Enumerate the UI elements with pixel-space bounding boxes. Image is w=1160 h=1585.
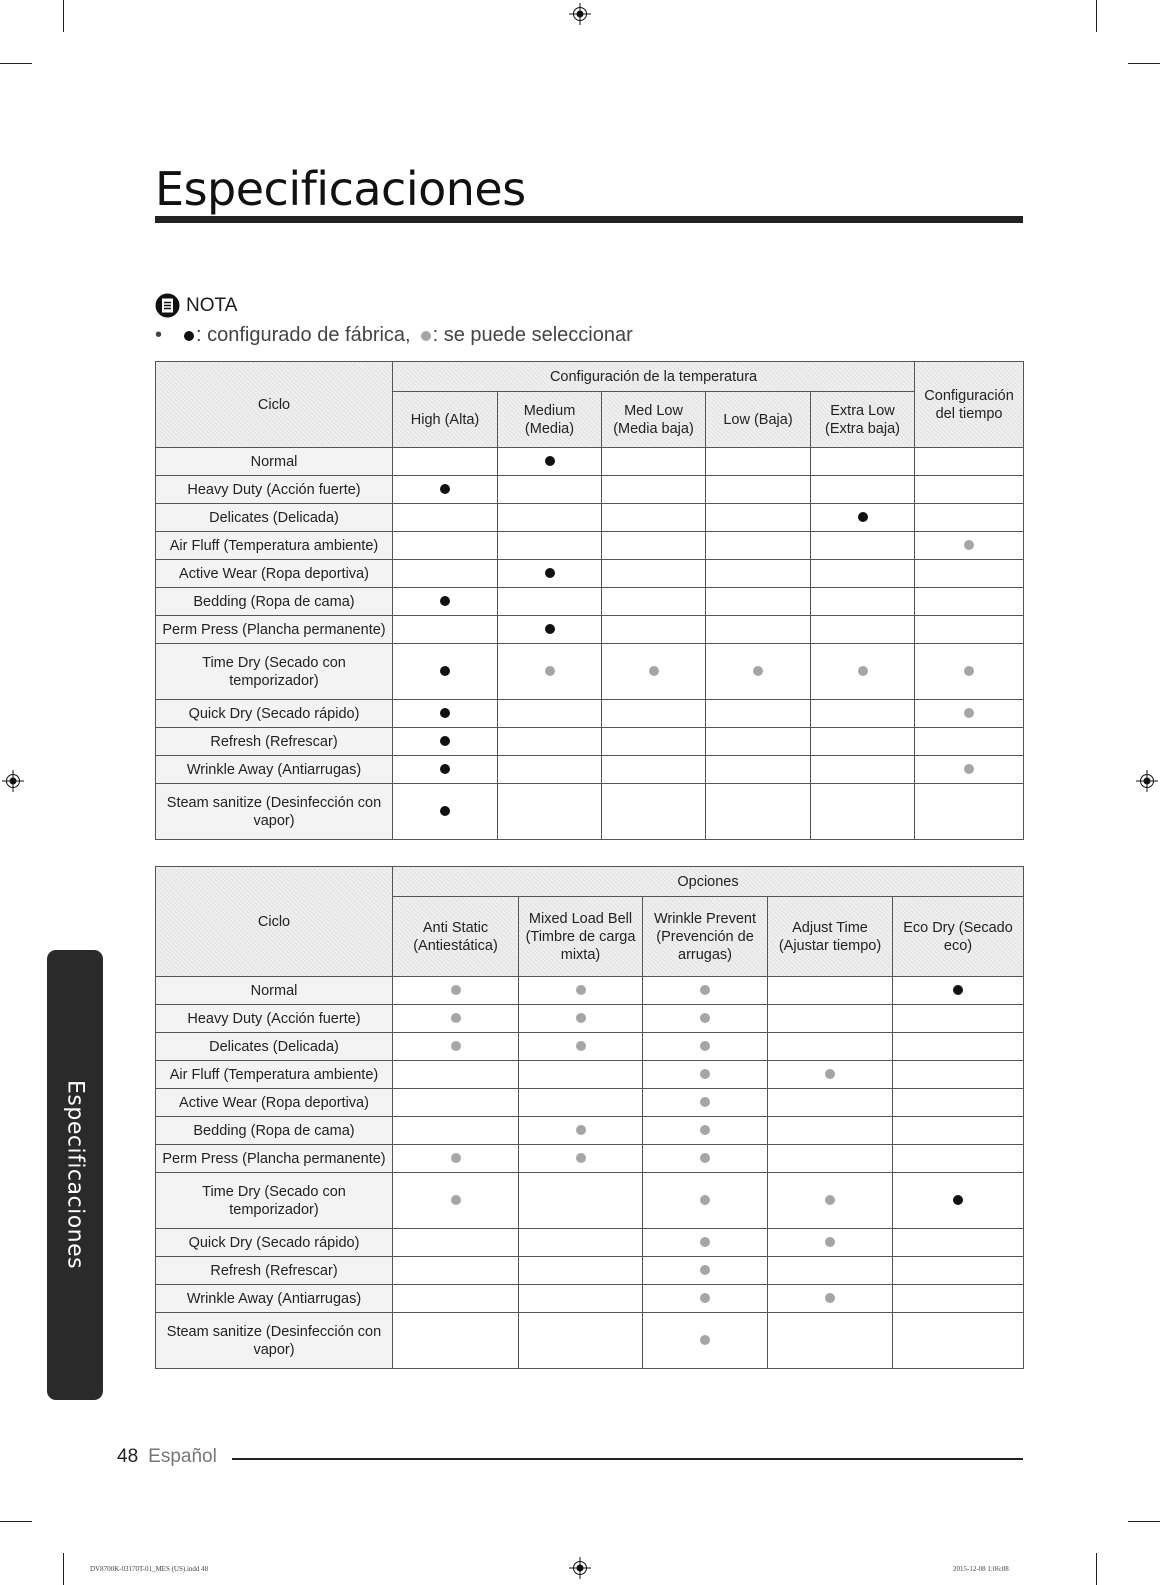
selectable-dot-icon bbox=[825, 1237, 835, 1247]
option-col-header: Mixed Load Bell (Timbre de carga mixta) bbox=[519, 897, 643, 977]
table-cell bbox=[393, 532, 498, 560]
table-cell bbox=[602, 532, 706, 560]
option-col-header: Eco Dry (Secado eco) bbox=[893, 897, 1024, 977]
table-cell bbox=[602, 756, 706, 784]
table-cell bbox=[519, 1089, 643, 1117]
cycle-name: Normal bbox=[156, 977, 393, 1005]
cycle-name: Bedding (Ropa de cama) bbox=[156, 1117, 393, 1145]
table-cell bbox=[498, 504, 602, 532]
table-cell bbox=[768, 1005, 893, 1033]
table-cell bbox=[643, 1061, 768, 1089]
table-cell bbox=[915, 560, 1024, 588]
table-cell bbox=[393, 1229, 519, 1257]
table-row bbox=[156, 728, 1024, 756]
table-cell bbox=[893, 1257, 1024, 1285]
temperature-group-header: Configuración de la temperatura bbox=[393, 362, 915, 392]
table-row bbox=[156, 1089, 1024, 1117]
cycle-name: Air Fluff (Temperatura ambiente) bbox=[156, 1061, 393, 1089]
table-row bbox=[156, 560, 1024, 588]
selectable-dot-icon bbox=[825, 1069, 835, 1079]
selectable-dot-icon bbox=[700, 1335, 710, 1345]
cycle-name: Normal bbox=[156, 448, 393, 476]
table-cell bbox=[643, 1089, 768, 1117]
cycle-name: Perm Press (Plancha permanente) bbox=[156, 616, 393, 644]
table-row bbox=[156, 644, 1024, 700]
cycle-name: Time Dry (Secado con temporizador) bbox=[156, 1173, 393, 1229]
selectable-dot-icon bbox=[700, 1041, 710, 1051]
selectable-dot-icon bbox=[700, 1069, 710, 1079]
table-cell bbox=[768, 1257, 893, 1285]
table-cell bbox=[811, 756, 915, 784]
table-cell bbox=[768, 1089, 893, 1117]
table-row bbox=[156, 1145, 1024, 1173]
table-cell bbox=[498, 448, 602, 476]
table-cell bbox=[706, 700, 811, 728]
table-cell bbox=[643, 1117, 768, 1145]
table-cell bbox=[768, 1173, 893, 1229]
selectable-dot-icon bbox=[576, 985, 586, 995]
selectable-dot-icon bbox=[576, 1153, 586, 1163]
table-cell bbox=[893, 1229, 1024, 1257]
table-row bbox=[156, 1173, 1024, 1229]
cycle-name: Heavy Duty (Acción fuerte) bbox=[156, 1005, 393, 1033]
factory-dot-icon bbox=[545, 568, 555, 578]
selectable-dot-icon bbox=[964, 540, 974, 550]
table-cell bbox=[915, 616, 1024, 644]
selectable-dot-icon bbox=[451, 1195, 461, 1205]
table-row bbox=[156, 1117, 1024, 1145]
options-table-body bbox=[156, 977, 1024, 1369]
selectable-dot-icon bbox=[858, 666, 868, 676]
table-cell bbox=[393, 1117, 519, 1145]
selectable-dot-icon bbox=[576, 1041, 586, 1051]
table-cell bbox=[915, 784, 1024, 840]
temperature-table bbox=[155, 361, 1024, 840]
temp-col-header: Extra Low (Extra baja) bbox=[811, 392, 915, 448]
registration-mark-icon bbox=[1136, 770, 1158, 792]
table-cell bbox=[768, 1033, 893, 1061]
table-cell bbox=[768, 1229, 893, 1257]
table-cell bbox=[643, 1145, 768, 1173]
table-cell bbox=[393, 977, 519, 1005]
factory-dot-icon bbox=[953, 985, 963, 995]
table-cell bbox=[893, 1061, 1024, 1089]
selectable-dot-icon bbox=[700, 985, 710, 995]
table-cell bbox=[768, 1061, 893, 1089]
selectable-dot-icon bbox=[576, 1125, 586, 1135]
table-cell bbox=[811, 700, 915, 728]
table-cell bbox=[498, 728, 602, 756]
crop-mark bbox=[0, 1521, 32, 1522]
cycle-name: Perm Press (Plancha permanente) bbox=[156, 1145, 393, 1173]
selectable-dot-icon bbox=[576, 1013, 586, 1023]
table-row bbox=[156, 784, 1024, 840]
factory-dot-icon bbox=[953, 1195, 963, 1205]
selectable-dot-icon bbox=[545, 666, 555, 676]
table-cell bbox=[602, 784, 706, 840]
table-row bbox=[156, 588, 1024, 616]
selectable-dot-icon bbox=[700, 1125, 710, 1135]
table-cell bbox=[519, 1061, 643, 1089]
option-col-header: Wrinkle Prevent (Prevención de arrugas) bbox=[643, 897, 768, 977]
table-cell bbox=[393, 784, 498, 840]
table-cell bbox=[706, 588, 811, 616]
selectable-dot-icon bbox=[700, 1097, 710, 1107]
table-cell bbox=[706, 560, 811, 588]
table-cell bbox=[915, 728, 1024, 756]
table-cell bbox=[915, 700, 1024, 728]
factory-dot-icon bbox=[440, 806, 450, 816]
selectable-dot-icon bbox=[421, 331, 431, 341]
table-cell bbox=[393, 616, 498, 644]
selectable-dot-icon bbox=[753, 666, 763, 676]
temperature-table-body bbox=[156, 448, 1024, 840]
cycle-name: Air Fluff (Temperatura ambiente) bbox=[156, 532, 393, 560]
table-cell bbox=[602, 504, 706, 532]
table-cell bbox=[602, 700, 706, 728]
table-cell bbox=[498, 560, 602, 588]
cycle-name: Quick Dry (Secado rápido) bbox=[156, 1229, 393, 1257]
print-slug-left: DV8700K-03170T-01_MES (US).indd 48 bbox=[90, 1565, 209, 1573]
factory-label: : configurado de fábrica, bbox=[196, 324, 411, 346]
option-col-header: Anti Static (Antiestática) bbox=[393, 897, 519, 977]
table-cell bbox=[602, 448, 706, 476]
table-row bbox=[156, 532, 1024, 560]
selectable-dot-icon bbox=[700, 1237, 710, 1247]
table-cell bbox=[915, 532, 1024, 560]
selectable-dot-icon bbox=[451, 1153, 461, 1163]
table-cell bbox=[602, 588, 706, 616]
table-cell bbox=[519, 1257, 643, 1285]
cycle-name: Delicates (Delicada) bbox=[156, 1033, 393, 1061]
table-cell bbox=[706, 644, 811, 700]
table-cell bbox=[498, 532, 602, 560]
factory-dot-icon bbox=[858, 512, 868, 522]
table-cell bbox=[393, 1257, 519, 1285]
table-row bbox=[156, 448, 1024, 476]
table-cell bbox=[915, 476, 1024, 504]
table-cell bbox=[393, 728, 498, 756]
table-cell bbox=[498, 616, 602, 644]
table-cell bbox=[893, 1117, 1024, 1145]
table-cell bbox=[768, 1285, 893, 1313]
bullet: • bbox=[155, 324, 163, 346]
table-cell bbox=[519, 1117, 643, 1145]
table-cell bbox=[519, 977, 643, 1005]
table-cell bbox=[811, 616, 915, 644]
table-cell bbox=[393, 1173, 519, 1229]
table-cell bbox=[811, 532, 915, 560]
table-row bbox=[156, 1313, 1024, 1369]
page-footer bbox=[117, 1446, 217, 1468]
options-table bbox=[155, 866, 1024, 1369]
factory-dot-icon bbox=[184, 331, 194, 341]
options-group-header: Opciones bbox=[393, 867, 1024, 897]
table-cell bbox=[498, 756, 602, 784]
table-cell bbox=[768, 1145, 893, 1173]
cycle-name: Time Dry (Secado con temporizador) bbox=[156, 644, 393, 700]
note-header bbox=[155, 293, 237, 318]
selectable-dot-icon bbox=[451, 1041, 461, 1051]
temp-col-header: Med Low (Media baja) bbox=[602, 392, 706, 448]
table-cell bbox=[915, 756, 1024, 784]
table-cell bbox=[393, 560, 498, 588]
table-cell bbox=[706, 504, 811, 532]
selectable-dot-icon bbox=[825, 1293, 835, 1303]
cycle-header: Ciclo bbox=[156, 362, 393, 448]
cycle-name: Refresh (Refrescar) bbox=[156, 728, 393, 756]
cycle-name: Active Wear (Ropa deportiva) bbox=[156, 560, 393, 588]
table-cell bbox=[393, 1145, 519, 1173]
table-cell bbox=[393, 1313, 519, 1369]
option-col-header: Adjust Time (Ajustar tiempo) bbox=[768, 897, 893, 977]
table-cell bbox=[643, 1173, 768, 1229]
note-icon bbox=[155, 293, 180, 318]
table-cell bbox=[602, 644, 706, 700]
factory-dot-icon bbox=[440, 666, 450, 676]
table-cell bbox=[893, 977, 1024, 1005]
table-cell bbox=[811, 728, 915, 756]
crop-mark bbox=[1128, 1521, 1160, 1522]
cycle-name: Wrinkle Away (Antiarrugas) bbox=[156, 1285, 393, 1313]
crop-mark bbox=[1128, 63, 1160, 64]
cycle-name: Quick Dry (Secado rápido) bbox=[156, 700, 393, 728]
table-cell bbox=[915, 448, 1024, 476]
table-row bbox=[156, 1061, 1024, 1089]
table-cell bbox=[643, 1229, 768, 1257]
table-cell bbox=[893, 1005, 1024, 1033]
selectable-dot-icon bbox=[964, 764, 974, 774]
cycle-name: Wrinkle Away (Antiarrugas) bbox=[156, 756, 393, 784]
registration-mark-icon bbox=[569, 3, 591, 25]
cycle-name: Bedding (Ropa de cama) bbox=[156, 588, 393, 616]
factory-dot-icon bbox=[440, 764, 450, 774]
table-cell bbox=[893, 1145, 1024, 1173]
table-cell bbox=[893, 1033, 1024, 1061]
table-cell bbox=[519, 1173, 643, 1229]
table-cell bbox=[519, 1033, 643, 1061]
factory-dot-icon bbox=[545, 624, 555, 634]
table-cell bbox=[519, 1145, 643, 1173]
table-cell bbox=[706, 532, 811, 560]
factory-dot-icon bbox=[440, 736, 450, 746]
factory-dot-icon bbox=[440, 484, 450, 494]
table-cell bbox=[519, 1229, 643, 1257]
table-cell bbox=[393, 448, 498, 476]
selectable-dot-icon bbox=[700, 1265, 710, 1275]
table-row bbox=[156, 1005, 1024, 1033]
registration-mark-icon bbox=[2, 770, 24, 792]
table-cell bbox=[393, 1285, 519, 1313]
cycle-name: Delicates (Delicada) bbox=[156, 504, 393, 532]
table-cell bbox=[811, 560, 915, 588]
crop-mark bbox=[63, 1553, 64, 1585]
table-cell bbox=[811, 644, 915, 700]
table-cell bbox=[393, 476, 498, 504]
table-cell bbox=[393, 756, 498, 784]
table-cell bbox=[602, 476, 706, 504]
table-cell bbox=[915, 588, 1024, 616]
cycle-name: Heavy Duty (Acción fuerte) bbox=[156, 476, 393, 504]
side-tab-label: Especificaciones bbox=[62, 1080, 88, 1270]
page-title: Especificaciones bbox=[155, 162, 526, 216]
temp-col-header: High (Alta) bbox=[393, 392, 498, 448]
table-cell bbox=[498, 588, 602, 616]
page-language: Español bbox=[148, 1446, 217, 1467]
table-cell bbox=[643, 1005, 768, 1033]
table-cell bbox=[643, 1285, 768, 1313]
table-cell bbox=[706, 756, 811, 784]
table-cell bbox=[768, 1313, 893, 1369]
selectable-label: : se puede seleccionar bbox=[432, 324, 633, 346]
table-cell bbox=[519, 1313, 643, 1369]
table-cell bbox=[393, 644, 498, 700]
table-cell bbox=[393, 588, 498, 616]
table-cell bbox=[393, 1005, 519, 1033]
selectable-dot-icon bbox=[649, 666, 659, 676]
time-header: Configuración del tiempo bbox=[915, 362, 1024, 448]
selectable-dot-icon bbox=[964, 708, 974, 718]
registration-mark-icon bbox=[569, 1557, 591, 1579]
table-cell bbox=[602, 560, 706, 588]
title-rule bbox=[155, 216, 1023, 223]
table-row bbox=[156, 1229, 1024, 1257]
table-cell bbox=[393, 1089, 519, 1117]
selectable-dot-icon bbox=[451, 985, 461, 995]
factory-dot-icon bbox=[440, 596, 450, 606]
table-cell bbox=[706, 784, 811, 840]
table-row bbox=[156, 700, 1024, 728]
table-row bbox=[156, 977, 1024, 1005]
table-row bbox=[156, 756, 1024, 784]
table-cell bbox=[519, 1005, 643, 1033]
temp-col-header: Medium (Media) bbox=[498, 392, 602, 448]
table-cell bbox=[893, 1089, 1024, 1117]
selectable-dot-icon bbox=[700, 1153, 710, 1163]
table-cell bbox=[706, 616, 811, 644]
table-cell bbox=[893, 1285, 1024, 1313]
table-cell bbox=[519, 1285, 643, 1313]
table-cell bbox=[811, 588, 915, 616]
table-row bbox=[156, 1285, 1024, 1313]
table-cell bbox=[893, 1313, 1024, 1369]
page-number: 48 bbox=[117, 1446, 139, 1467]
table-cell bbox=[643, 977, 768, 1005]
side-section-tab bbox=[47, 950, 103, 1400]
table-cell bbox=[602, 728, 706, 756]
table-cell bbox=[498, 700, 602, 728]
cycle-name: Refresh (Refrescar) bbox=[156, 1257, 393, 1285]
table-cell bbox=[393, 1061, 519, 1089]
table-cell bbox=[811, 504, 915, 532]
table-cell bbox=[915, 644, 1024, 700]
temp-col-header: Low (Baja) bbox=[706, 392, 811, 448]
table-cell bbox=[643, 1257, 768, 1285]
table-cell bbox=[811, 448, 915, 476]
table-cell bbox=[602, 616, 706, 644]
factory-dot-icon bbox=[440, 708, 450, 718]
table-cell bbox=[498, 784, 602, 840]
table-cell bbox=[811, 476, 915, 504]
selectable-dot-icon bbox=[700, 1013, 710, 1023]
table-cell bbox=[393, 700, 498, 728]
table-cell bbox=[643, 1313, 768, 1369]
cycle-name: Active Wear (Ropa deportiva) bbox=[156, 1089, 393, 1117]
table-row bbox=[156, 616, 1024, 644]
table-cell bbox=[893, 1173, 1024, 1229]
table-cell bbox=[811, 784, 915, 840]
footer-rule bbox=[232, 1458, 1023, 1460]
table-cell bbox=[706, 476, 811, 504]
note-legend bbox=[155, 324, 633, 347]
cycle-header: Ciclo bbox=[156, 867, 393, 977]
selectable-dot-icon bbox=[700, 1293, 710, 1303]
selectable-dot-icon bbox=[700, 1195, 710, 1205]
crop-mark bbox=[0, 63, 32, 64]
crop-mark bbox=[1096, 1553, 1097, 1585]
table-cell bbox=[393, 504, 498, 532]
note-label: NOTA bbox=[186, 294, 238, 316]
table-cell bbox=[768, 1117, 893, 1145]
table-cell bbox=[706, 448, 811, 476]
table-row bbox=[156, 476, 1024, 504]
table-cell bbox=[498, 644, 602, 700]
table-cell bbox=[706, 728, 811, 756]
selectable-dot-icon bbox=[825, 1195, 835, 1205]
table-cell bbox=[498, 476, 602, 504]
table-row bbox=[156, 504, 1024, 532]
crop-mark bbox=[1096, 0, 1097, 32]
crop-mark bbox=[63, 0, 64, 32]
selectable-dot-icon bbox=[451, 1013, 461, 1023]
table-cell bbox=[915, 504, 1024, 532]
table-row bbox=[156, 1033, 1024, 1061]
selectable-dot-icon bbox=[964, 666, 974, 676]
factory-dot-icon bbox=[545, 456, 555, 466]
table-cell bbox=[768, 977, 893, 1005]
table-cell bbox=[393, 1033, 519, 1061]
table-row bbox=[156, 1257, 1024, 1285]
cycle-name: Steam sanitize (Desinfección con vapor) bbox=[156, 784, 393, 840]
cycle-name: Steam sanitize (Desinfección con vapor) bbox=[156, 1313, 393, 1369]
print-slug-right: 2015-12-08 1:06:08 bbox=[953, 1565, 1009, 1573]
table-cell bbox=[643, 1033, 768, 1061]
